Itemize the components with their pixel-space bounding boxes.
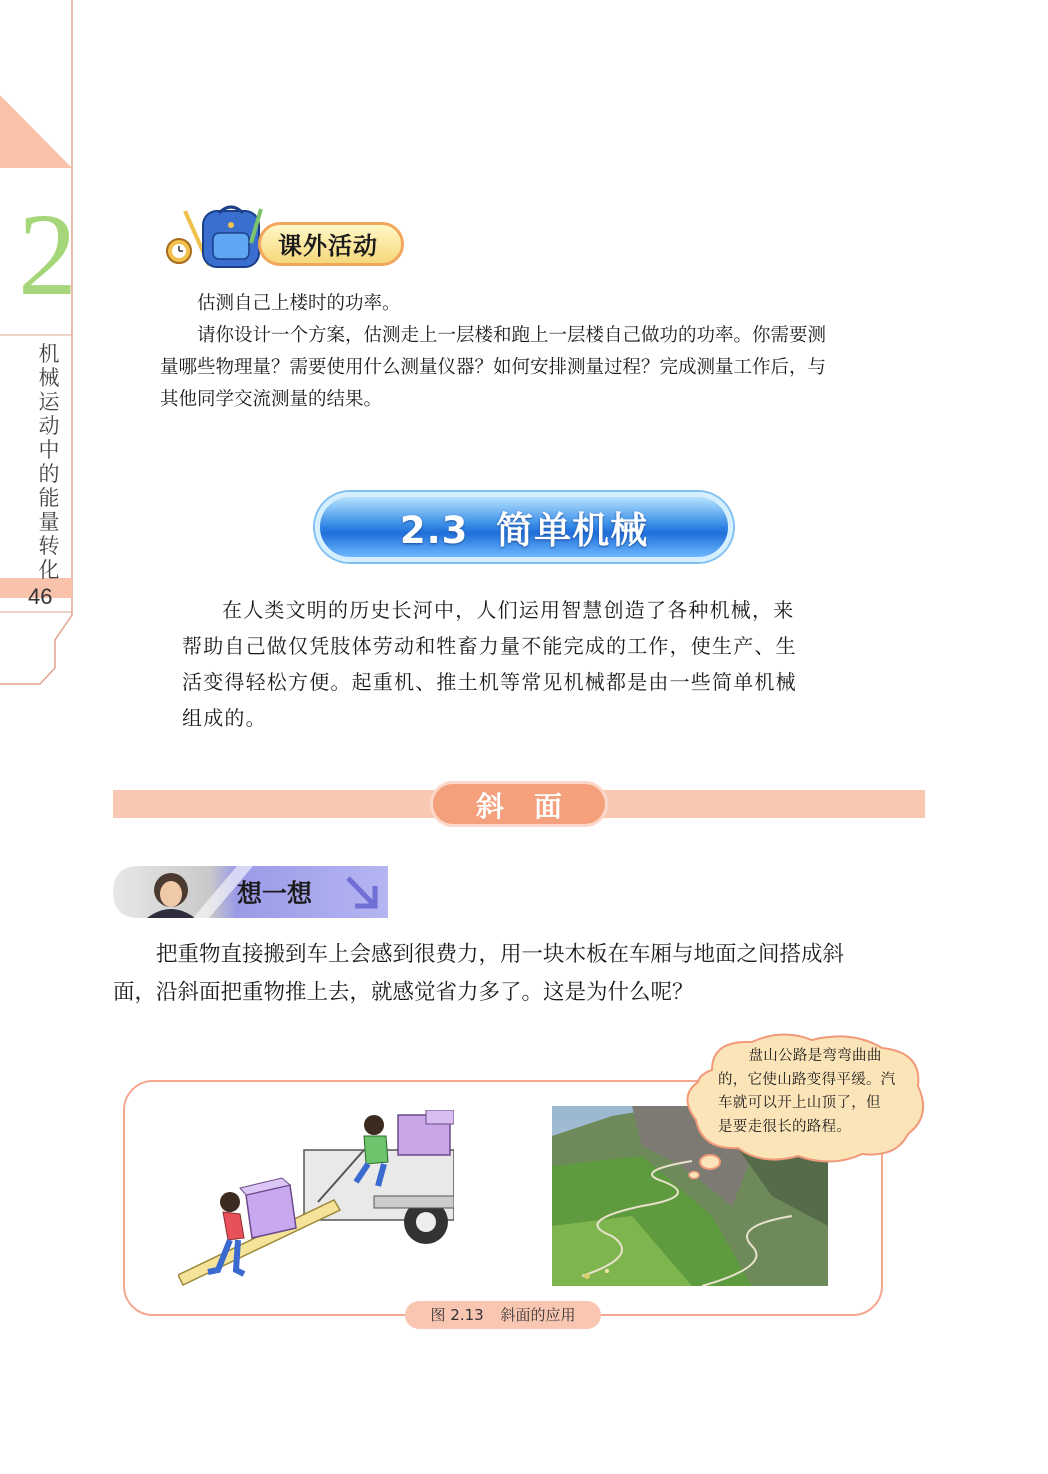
activity-line: 其他同学交流测量的结果。 <box>160 389 383 410</box>
chapter-title: 机械运动中的能量转化 <box>38 342 60 582</box>
section-title: 2.3 简单机械 <box>399 509 649 552</box>
activity-line: 请你设计一个方案，估测走上一层楼和跑上一层楼自己做功的功率。你需要测 <box>197 325 827 346</box>
think-title: 想一想 <box>237 879 313 908</box>
intro-line: 活变得轻松方便。起重机、推土机等常见机械都是由一些简单机械 <box>182 670 797 694</box>
bubble-line: 车就可以开上山顶了，但 <box>718 1095 881 1111</box>
activity-title: 课外活动 <box>278 232 378 260</box>
think-line: 面，沿斜面把重物推上去，就感觉省力多了。这是为什么呢？ <box>113 980 694 1005</box>
chapter-number: 2 <box>18 189 77 320</box>
page-number: 46 <box>28 584 53 609</box>
ramp-truck-illustration <box>178 1110 454 1290</box>
activity-line: 量哪些物理量？需要使用什么测量仪器？如何安排测量过程？完成测量工作后，与 <box>160 357 827 378</box>
figure-number: 图 2.13 <box>430 1306 484 1324</box>
bubble-line: 是要走很长的路程。 <box>718 1118 852 1135</box>
think-body <box>113 936 943 1012</box>
subsection-title: 斜面 <box>475 790 592 823</box>
activity-line: 估测自己上楼时的功率。 <box>197 293 401 314</box>
backpack-clock-icon <box>163 203 273 271</box>
figure-caption <box>405 1304 601 1325</box>
think-line: 把重物直接搬到车上会感到很费力，用一块木板在车厢与地面之间搭成斜 <box>156 942 845 967</box>
intro-line: 帮助自己做仅凭肢体劳动和牲畜力量不能完成的工作，使生产、生 <box>182 634 797 658</box>
bubble-line: 盘山公路是弯弯曲曲 <box>748 1048 882 1064</box>
bubble-line: 的，它使山路变得平缓。汽 <box>718 1071 896 1088</box>
section-intro <box>182 592 872 736</box>
intro-line: 在人类文明的历史长河中，人们运用智慧创造了各种机械，来 <box>222 598 795 622</box>
speech-bubble-text <box>718 1045 902 1139</box>
intro-line: 组成的。 <box>182 706 267 730</box>
figure-caption-text: 斜面的应用 <box>500 1306 576 1324</box>
